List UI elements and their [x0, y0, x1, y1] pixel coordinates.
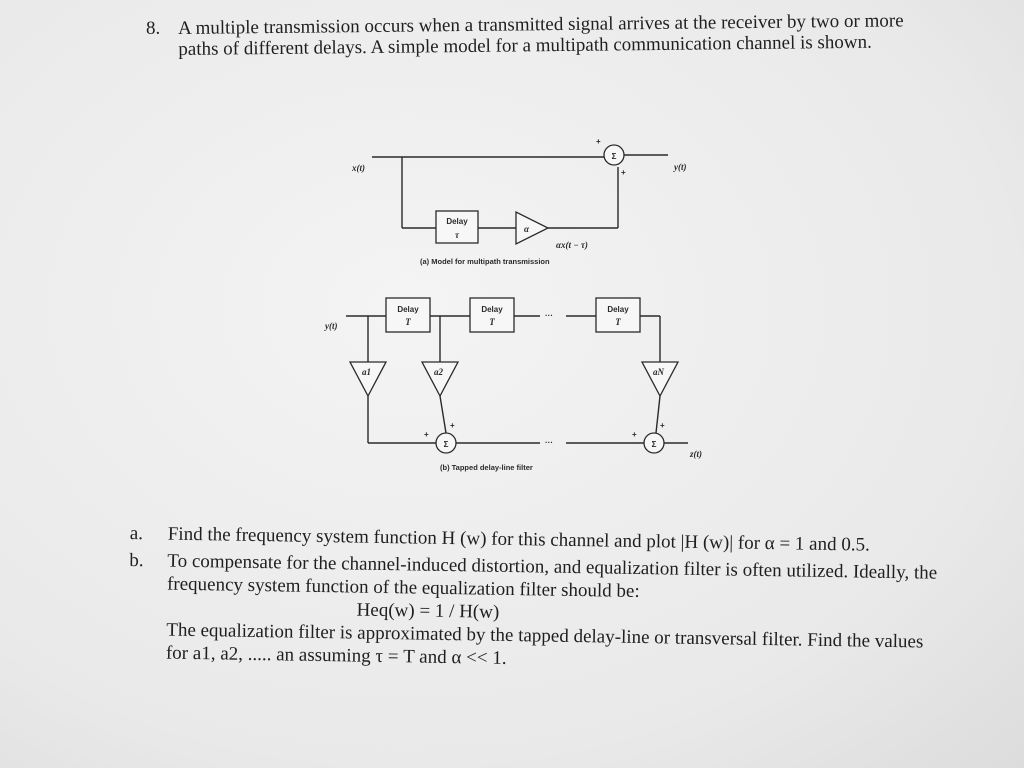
part-a-label: a. [129, 522, 144, 545]
fig-b-delay-2-symbol: T [489, 317, 495, 327]
part-b-text2: The equalization filter is approximated by the tapped delay-line or transversal filter. Find the values for a1, a2, ..... an assuming τ = T and α << 1. [165, 619, 924, 669]
fig-b-delay-3-label: Delay [607, 305, 629, 314]
fig-a-gain-triangle [516, 212, 548, 244]
question-parts [128, 522, 950, 677]
fig-b-caption: (b) Tapped delay-line filter [440, 463, 533, 472]
question-number: 8. [146, 18, 161, 39]
fig-a-delay-symbol: τ [455, 230, 459, 240]
fig-a-caption: (a) Model for multipath transmission [420, 257, 550, 266]
question-intro: A multiple transmission occurs when a transmitted signal arrives at the receiver by two or more paths of different delays. A simple model for a multipath communication channel is shown. [178, 10, 904, 60]
fig-b-ellipsis-top: ··· [545, 311, 553, 320]
fig-b-sum-N-plus-left: + [632, 430, 637, 439]
fig-b-delay-1-label: Delay [397, 305, 419, 314]
fig-a-delayed-signal: αx(t − τ) [556, 240, 588, 250]
fig-b-sum-N-plus-top: + [660, 421, 665, 430]
fig-b-sum-N-symbol: Σ [651, 440, 657, 449]
fig-b-output-label: z(t) [690, 449, 702, 459]
fig-b-delay-1-symbol: T [405, 317, 411, 327]
part-b-label: b. [129, 549, 144, 572]
fig-b-tap2-to-sum1 [440, 396, 446, 433]
fig-a-gain-symbol: α [524, 224, 529, 234]
fig-a-sum-symbol: Σ [611, 152, 617, 161]
fig-b-tap-N-label: aN [653, 367, 664, 377]
fig-a-plus-top: + [596, 137, 601, 146]
fig-b-ellipsis-bottom: ··· [545, 438, 553, 447]
part-b-formula: Heq(w) = 1 / H(w) [356, 599, 500, 623]
fig-a-delay-label: Delay [446, 217, 468, 226]
part-a-text: Find the frequency system function H (w) for this channel and plot |H (w)| for α = 1 and 0.5. [167, 523, 870, 556]
figure-a [351, 137, 687, 266]
figure-b [324, 298, 702, 472]
fig-b-tap-2-label: a2 [434, 367, 443, 377]
fig-b-delay-2-label: Delay [481, 305, 503, 314]
fig-b-sum-1-plus-left: + [424, 430, 429, 439]
fig-a-input-label: x(t) [352, 163, 365, 173]
fig-b-sum-1-plus-top: + [450, 421, 455, 430]
fig-b-tap-1-label: a1 [362, 367, 371, 377]
fig-a-plus-bottom: + [621, 168, 626, 177]
fig-b-sum-1-symbol: Σ [443, 440, 449, 449]
part-b-text: To compensate for the channel-induced distortion, and equalization filter is often utilized. Ideally, the frequency system function of the equalization filter should be: [166, 550, 938, 603]
fig-b-input-label: y(t) [325, 321, 338, 331]
part-b [128, 549, 950, 677]
fig-a-output-label: y(t) [674, 162, 687, 172]
fig-b-delay-3-symbol: T [615, 317, 621, 327]
